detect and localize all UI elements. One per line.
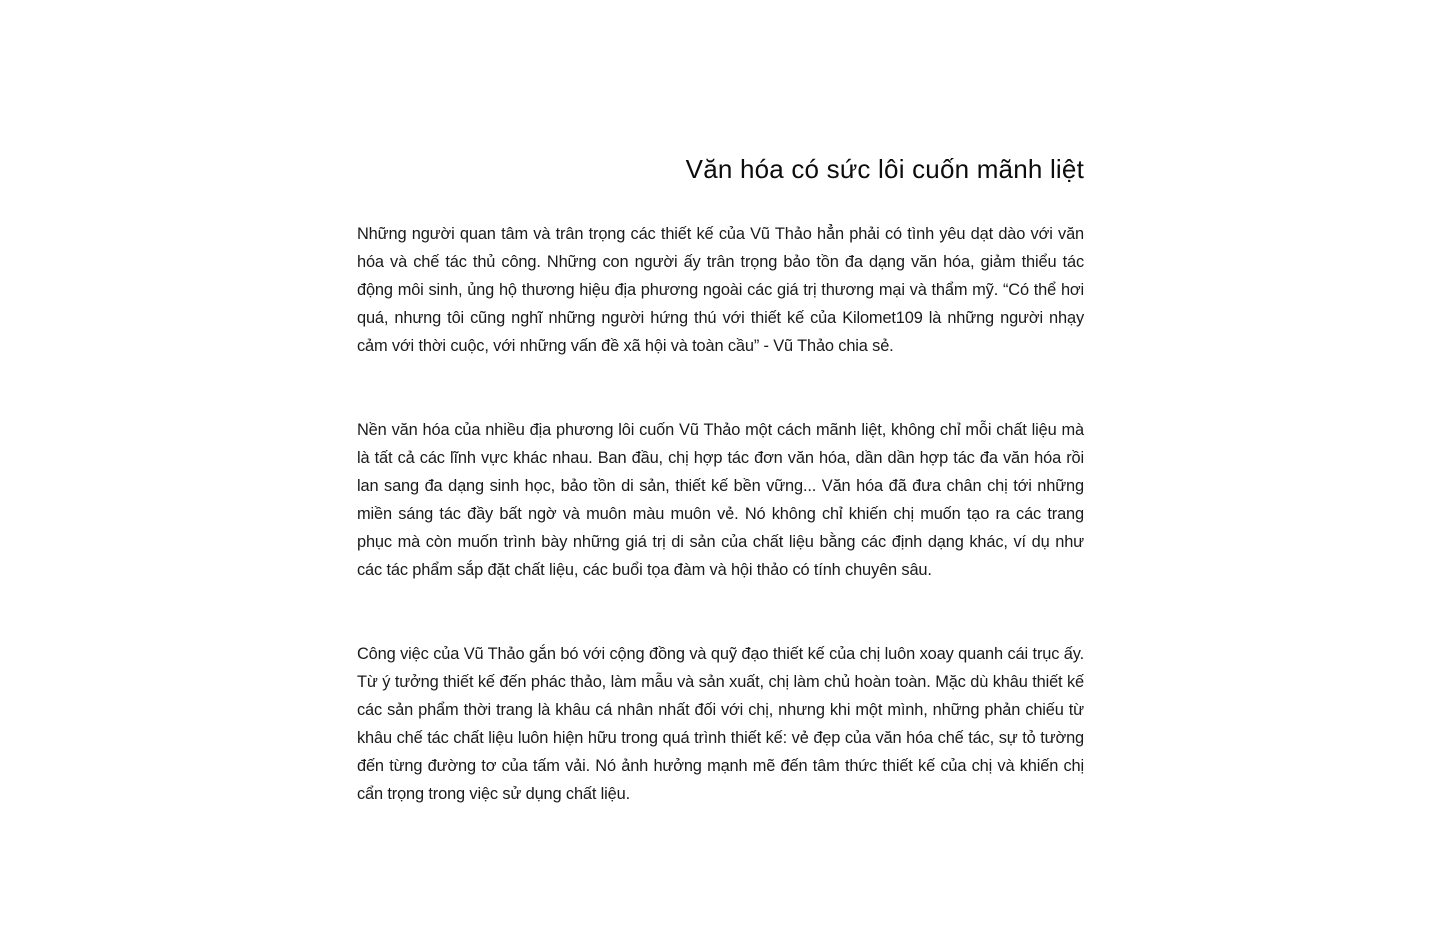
article-paragraph: Công việc của Vũ Thảo gắn bó với cộng đồng và quỹ đạo thiết kế của chị luôn xoay quanh cái trục ấy. Từ ý tưởng thiết kế đến phác thảo, làm mẫu và sản xuất, chị làm chủ hoàn toàn. Mặc dù khâu thiết kế các sản phẩm thời trang là khâu cá nhân nhất đối với chị, nhưng khi một mình, những phản chiếu từ khâu chế tác chất liệu luôn hiện hữu trong quá trình thiết kế: vẻ đẹp của văn hóa chế tác, sự tỏ tường đến từng đường tơ của tấm vải. Nó ảnh hưởng mạnh mẽ đến tâm thức thiết kế của chị và khiến chị cẩn trọng trong việc sử dụng chất liệu. bbox=[357, 645, 1084, 803]
article bbox=[357, 152, 1084, 808]
article-paragraph: Nền văn hóa của nhiều địa phương lôi cuốn Vũ Thảo một cách mãnh liệt, không chỉ mỗi chất liệu mà là tất cả các lĩnh vực khác nhau. Ban đầu, chị hợp tác đơn văn hóa, dần dần hợp tác đa văn hóa rồi lan sang đa dạng sinh học, bảo tồn di sản, thiết kế bền vững... Văn hóa đã đưa chân chị tới những miền sáng tác đầy bất ngờ và muôn màu muôn vẻ. Nó không chỉ khiến chị muốn tạo ra các trang phục mà còn muốn trình bày những giá trị di sản của chất liệu bằng các định dạng khác, ví dụ như các tác phẩm sắp đặt chất liệu, các buổi tọa đàm và hội thảo có tính chuyên sâu. bbox=[357, 421, 1084, 579]
article-paragraph: Những người quan tâm và trân trọng các thiết kế của Vũ Thảo hẳn phải có tình yêu dạt dào với văn hóa và chế tác thủ công. Những con người ấy trân trọng bảo tồn đa dạng văn hóa, giảm thiểu tác động môi sinh, ủng hộ thương hiệu địa phương ngoài các giá trị thương mại và thẩm mỹ. “Có thể hơi quá, nhưng tôi cũng nghĩ những người hứng thú với thiết kế của Kilomet109 là những người nhạy cảm với thời cuộc, với những vấn đề xã hội và toàn cầu” - Vũ Thảo chia sẻ. bbox=[357, 225, 1084, 355]
article-title: Văn hóa có sức lôi cuốn mãnh liệt bbox=[685, 154, 1084, 184]
